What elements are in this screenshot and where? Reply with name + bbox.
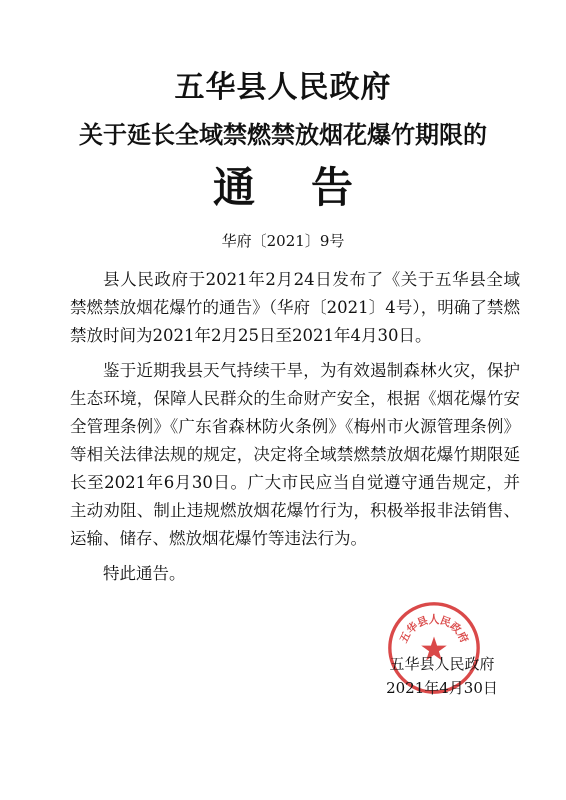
signature-issuer: 五华县人民政府 — [389, 655, 495, 673]
signature-date: 2021年4月30日 — [386, 679, 498, 697]
document-number: 华府〔2021〕9号 — [221, 232, 345, 250]
issuer-title: 五华县人民政府 — [174, 70, 392, 105]
doc-type-title: 通告 — [212, 163, 409, 212]
body-paragraph-1: 县人民政府于2021年2月24日发布了《关于五华县全域禁燃禁放烟花爆竹的通告》（华府〔2021〕4号），明确了禁燃禁放时间为2021年2月25日至2021年4月30日。 — [70, 270, 520, 345]
notice-body — [70, 266, 520, 595]
seal-text: 五华县人民政府 — [397, 614, 471, 645]
body-paragraph-3: 特此通告。 — [103, 564, 186, 583]
signature-block — [362, 652, 522, 700]
subject-title: 关于延长全域禁燃禁放烟花爆竹期限的 — [79, 121, 487, 149]
body-paragraph-2: 鉴于近期我县天气持续干旱，为有效遏制森林火灾，保护生态环境，保障人民群众的生命财产安全，根据《烟花爆竹安全管理条例》《广东省森林防火条例》《梅州市火源管理条例》等相关法律法规的规定，决定将全域禁燃禁放烟花爆竹期限延长至2021年6月30日。广大市民应当自觉遵守通告规定，并主动劝阻、制止违规燃放烟花爆竹行为，积极举报非法销售、运输、储存、燃放烟花爆竹等违法行为。 — [70, 361, 520, 548]
